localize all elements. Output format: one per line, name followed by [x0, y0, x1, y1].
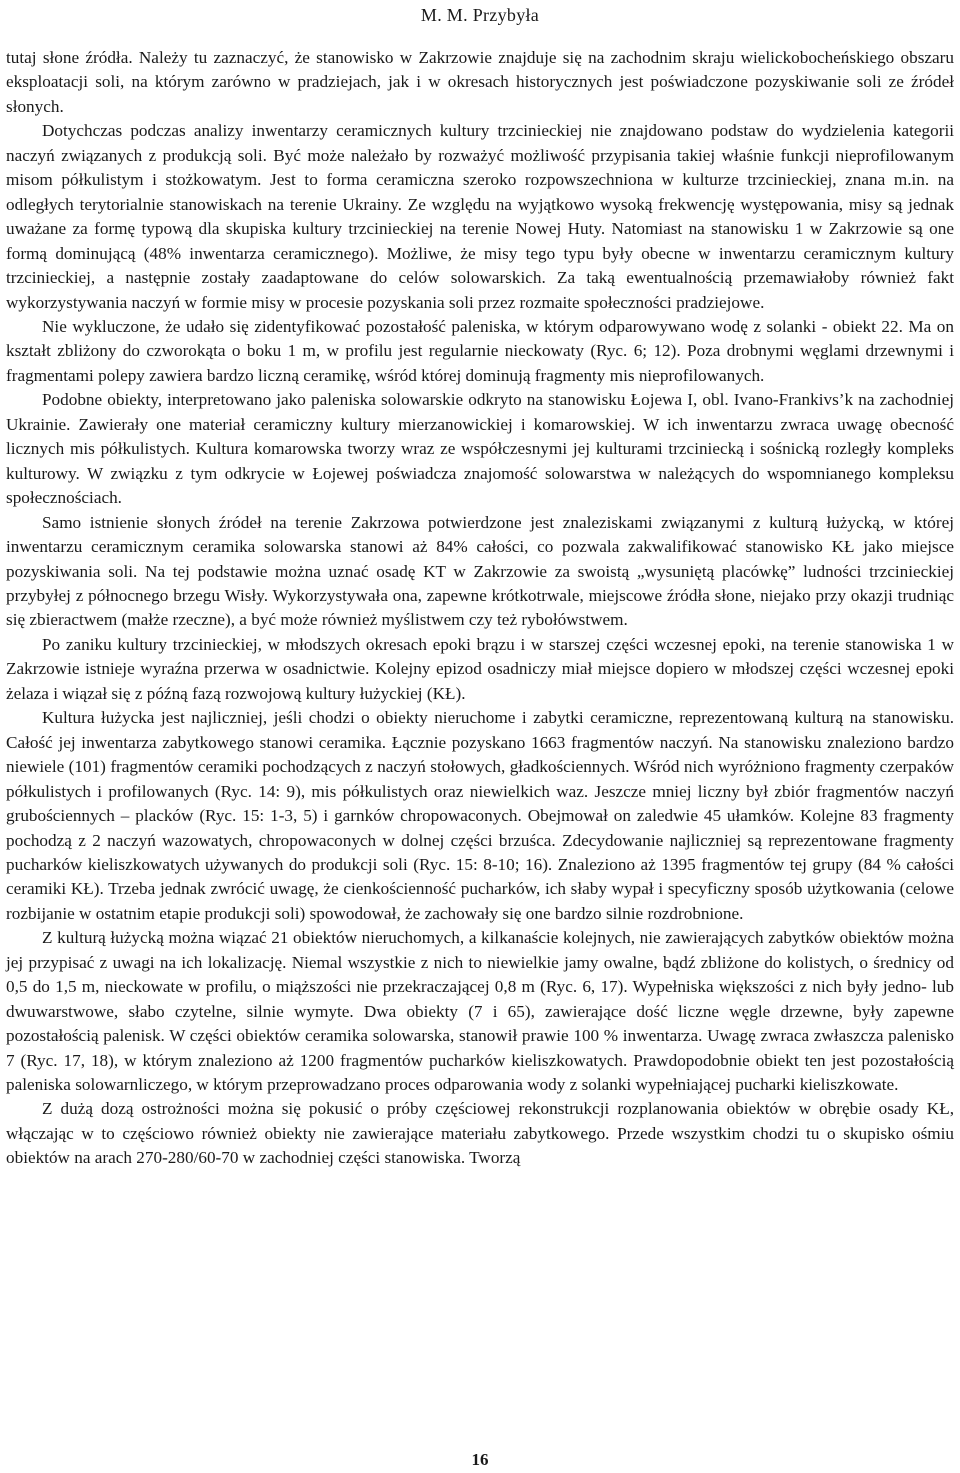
page-number: 16 — [471, 1450, 489, 1469]
paragraph-1: tutaj słone źródła. Należy tu zaznaczyć, że stanowisko w Zakrzowie znajduje się na zachodnim skraju wielickobocheńskiego obszaru eksploatacji soli, na którym zarówno w pradziejach, jak i w okresach historycznych jest poświadczone pozyskiwanie soli ze źródeł słonych. — [6, 48, 954, 116]
paragraph-3: Nie wykluczone, że udało się zidentyfikować pozostałość paleniska, w którym odparowywano wodę z solanki - obiekt 22. Ma on kształt zbliżony do czworokąta o boku 1 m, w profilu jest regularnie nieckowaty (Ryc. 6; 12). Poza drobnymi węglami drzewnymi i fragmentami polepy zawiera bardzo liczną ceramikę, wśród której dominują fragmenty mis nieprofilowanych. — [6, 316, 954, 385]
paragraph-7: Kultura łużycka jest najliczniej, jeśli chodzi o obiekty nieruchome i zabytki ceramiczne, reprezentowaną kulturą na stanowisku. Całość jej inwentarza zabytkowego stanowi ceramika. Łącznie pozyskano 1663 fragmentów naczyń. Na stanowisku znaleziono bardzo niewiele (101) fragmentów ceramiki pochodzących z naczyń stołowych, gładkościennych. Wśród nich wyróżniono fragmenty czerpaków półkulistych i profilowanych (Ryc. 14: 9), mis półkulistych oraz niewielkich waz. Jeszcze mniej liczny był zbiór fragmentów naczyń grubościennych – placków (Ryc. 15: 1-3, 5) i garnków chropowaconych. Obejmował on zaledwie 45 ułamków. Kolejne 83 fragmenty pochodzą z 2 naczyń wazowatych, chropowaconych w dolnej części brzuśca. Zdecydowanie najliczniej są reprezentowane fragmenty pucharków kieliszkowatych używanych do produkcji soli (Ryc. 15: 8-10; 16). Znaleziono aż 1395 fragmentów tej grupy (84 % całości ceramiki KŁ). Trzeba jednak zwrócić uwagę, że cienkościenność pucharków, ich słaby wypał i specyficzny sposób użytkowania (celowe rozbijanie w ostatnim etapie produkcji soli) spowodował, że zachowały się one bardzo silnie rozdrobnione. — [6, 708, 954, 923]
paragraph-9: Z dużą dozą ostrożności można się pokusić o próby częściowej rekonstrukcji rozplanowania obiektów w obrębie osady KŁ, włączając w to częściowo również obiekty nie zawierające materiału zabytkowego. Przede wszystkim chodzi tu o skupisko ośmiu obiektów na arach 270-280/60-70 w zachodniej części stanowiska. Tworzą — [6, 1099, 954, 1168]
paragraph-6: Po zaniku kultury trzcinieckiej, w młodszych okresach epoki brązu i w starszej części wczesnej epoki, na terenie stanowiska 1 w Zakrzowie istnieje wyraźna przerwa w osadnictwie. Kolejny epizod osadniczy miał miejsce dopiero w młodszej części wczesnej epoki żelaza i wiązał się z późną fazą rozwojową kultury łużyckiej (KŁ). — [6, 634, 954, 703]
paragraph-5: Samo istnienie słonych źródeł na terenie Zakrzowa potwierdzone jest znaleziskami związanymi z kulturą łużycką, w której inwentarzu ceramicznym ceramika solowarska stanowi aż 84% całości, co pozwala zakwalifikować stanowisko KŁ jako miejsce pozyskiwania soli. Na tej podstawie można uznać osadę KT w Zakrzowie za swoistą „wysuniętą placówkę” ludności trzcinieckiej przybyłej z północnego brzegu Wisły. Wykorzystywała ona, zapewne krótkotrwale, miejscowe źródła słone, niejako przy okazji trudniąc się zbieractwem (małże rzeczne), a być może również myślistwem czy też rybołówstwem. — [6, 512, 954, 630]
running-header: M. M. Przybyła — [420, 5, 540, 25]
article-body — [6, 46, 954, 1171]
paragraph-2: Dotychczas podczas analizy inwentarzy ceramicznych kultury trzcinieckiej nie znajdowano podstaw do wydzielenia kategorii naczyń związanych z produkcją soli. Być może należało by rozważyć możliwość przypisania takiej właśnie funkcji nieprofilowanym misom półkulistym i stożkowatym. Jest to forma ceramiczna szeroko rozpowszechniona w kulturze trzcinieckiej, znana m.in. na odległych terytorialnie stanowiskach na terenie Ukrainy. Ze względu na wyjątkowo wysoką frekwencję występowania, misy są jednak uważane za formę typową dla skupiska kultury trzcinieckiej na terenie Nowej Huty. Natomiast na stanowisku 1 w Zakrzowie są one formą dominującą (48% inwentarza ceramicznego). Możliwe, że misy tego typu były obecne w inwentarzu ceramicznym kultury trzcinieckiej, a następnie zostały zaadaptowane do celów solowarskich. Za taką ewentualnością przemawiałoby również fakt wykorzystywania naczyń w formie misy w procesie pozyskania soli przez rozmaite społeczności pradziejowe. — [6, 121, 954, 312]
paragraph-4: Podobne obiekty, interpretowano jako paleniska solowarskie odkryto na stanowisku Łojewa I, obl. Ivano-Frankivs’k na zachodniej Ukrainie. Zawierały one materiał ceramiczny kultury mierzanowickiej i komarowskiej. W ich inwentarzu zwraca uwagę obecność licznych mis półkulistych. Kultura komarowska tworzy wraz ze współczesnymi jej kulturami trzciniecką i sośnicką rozległy kompleks kulturowy. W związku z tym odkrycie w Łojewej poświadcza znajomość solowarstwa w należących do wspomnianego kompleksu społecznościach. — [6, 390, 954, 508]
paragraph-8: Z kulturą łużycką można wiązać 21 obiektów nieruchomych, a kilkanaście kolejnych, nie zawierających zabytków obiektów można jej przypisać z uwagi na ich lokalizację. Niemal wszystkie z nich to niewielkie jamy owalne, bądź zbliżone do kolistych, o średnicy od 0,5 do 1,5 m, nieckowate w profilu, o miąższości nie przekraczającej 0,8 m (Ryc. 6, 17). Wypełniska większości z nich były jedno- lub dwuwarstwowe, słabo czytelne, silnie wymyte. Dwa obiekty (7 i 65), zawierające dość liczne węgle drzewne, były zapewne pozostałością palenisk. W części obiektów ceramika solowarska, stanowił prawie 100 % inwentarza. Uwagę zwraca zwłaszcza palenisko 7 (Ryc. 17, 18), w którym znaleziono aż 1200 fragmentów pucharków kieliszkowatych. Prawdopodobnie obiekt ten jest pozostałością paleniska solowarnliczego, w którym przeprowadzano proces odparowania wody z solanki wypełniającej pucharki kieliszkowate. — [6, 928, 954, 1095]
